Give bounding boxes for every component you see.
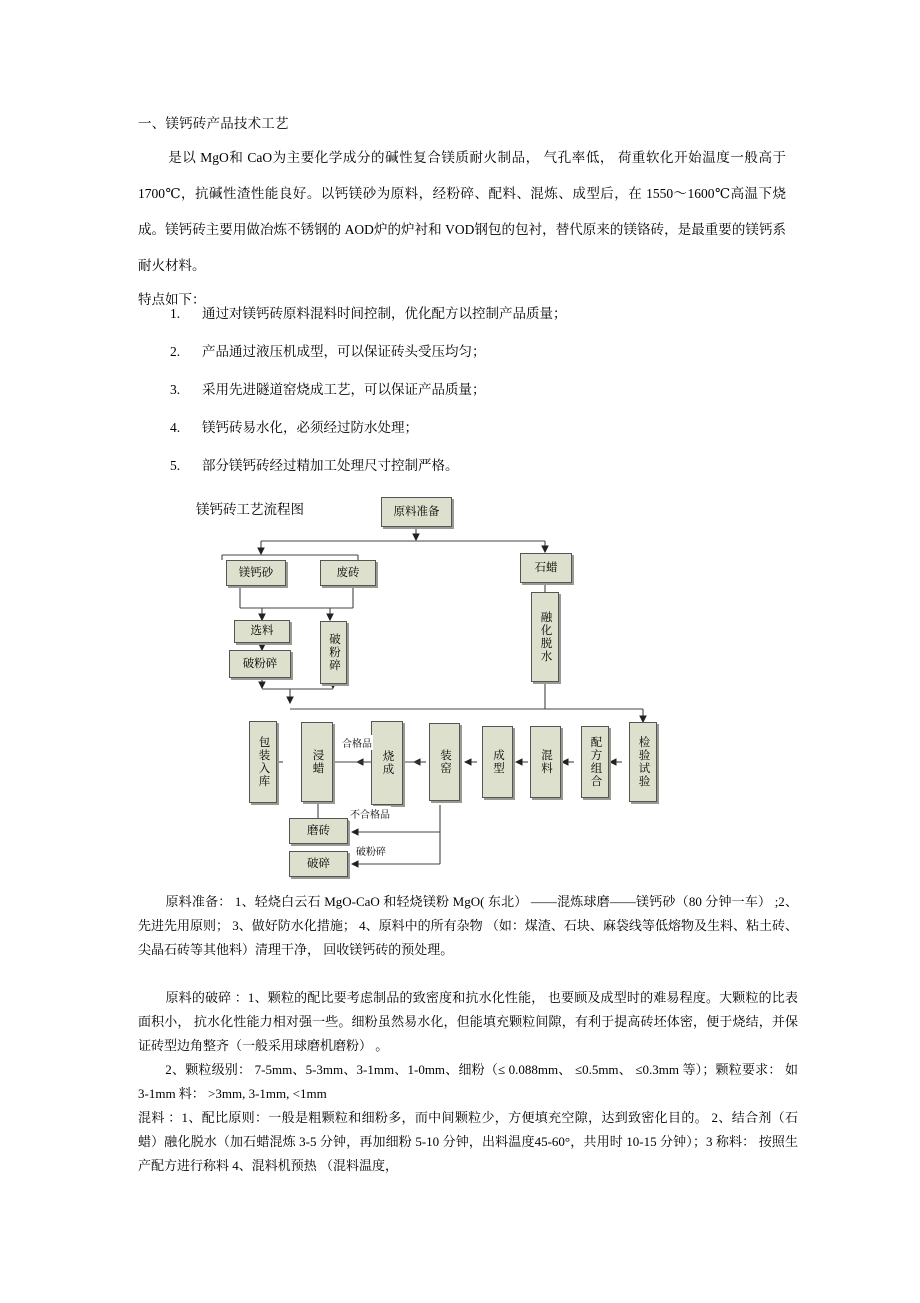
flow-node-label: 包装入库: [257, 736, 270, 788]
flow-node-label: 浸蜡: [311, 749, 324, 775]
flow-node-label: 融化脱水: [539, 611, 552, 663]
flow-node-raw-prep: [381, 497, 452, 527]
paragraph-text: 混料 ：1、配比原则：一般是粗颗粒和细粉多，而中间颗粒少，方便填充空隙，达到致密化目的。 2、结合剂（石蜡）融化脱水（加石蜡混炼 3-5 分钟，再加细粉 5-10 分钟，出料温度45-60°，共用时 10-15 分钟）；3 称料： 按照生产配方进行称料 4、混料机预热 （混料温度，: [138, 1110, 798, 1173]
flow-node-wax-dip: [301, 722, 333, 802]
list-item-text: 镁钙砖易水化，必须经过防水处理；: [202, 420, 418, 435]
intro-paragraph: [138, 140, 786, 284]
flow-node-crush-grind-left: [229, 650, 291, 678]
page-heading: 一、镁钙砖产品技术工艺: [138, 116, 289, 131]
flow-node-label: 烧成: [381, 750, 394, 776]
flowchart-title: 镁钙砖工艺流程图: [196, 502, 304, 517]
flow-node-mix: [530, 726, 561, 798]
list-item-number: 5.: [170, 458, 181, 473]
list-item: [138, 344, 798, 382]
flow-node-formula-combo: [581, 726, 609, 798]
flow-node-melt-dewater: [531, 592, 559, 682]
flow-node-label: 废砖: [336, 566, 360, 579]
flow-node-label: 破碎: [307, 857, 330, 870]
flow-node-crush: [289, 851, 348, 877]
paragraph-text: 原料的破碎 ：1、颗粒的配比要考虑制品的致密度和抗水化性能， 也要顾及成型时的难易程度。大颗粒的比表面积小， 抗水化性能力相对强一些。细粉虽然易水化，但能填充颗粒间隙，有利于提高砖坯体密，便于烧结，并保证砖型边角整齐（一般采用球磨机磨粉） 。: [138, 990, 798, 1053]
list-item: [138, 306, 798, 344]
list-item: [138, 382, 798, 420]
list-item-text: 部分镁钙砖经过精加工处理尺寸控制严格。: [202, 458, 459, 473]
flow-node-label: 镁钙砂: [238, 566, 274, 579]
flow-node-paraffin: [520, 553, 572, 583]
list-item: [138, 420, 798, 458]
intro-paragraph-text: 是以 MgO和 CaO为主要化学成分的碱性复合镁质耐火制品， 气孔率低， 荷重软化开始温度一般高于 1700℃，抗碱性渣性能良好。以钙镁砂为原料，经粉碎、配料、混炼、成型后，在 1550～1600℃高温下烧成。镁钙砖主要用做冶炼不锈钢的 AOD炉的炉衬和 VOD钢包的包衬，替代原来的镁铬砖，是最重要的镁钙系耐火材料。: [138, 150, 786, 273]
list-item-text: 产品通过液压机成型，可以保证砖头受压均匀；: [202, 344, 486, 359]
paragraph-mixing: [138, 1106, 798, 1178]
list-item-number: 1.: [170, 306, 181, 321]
list-item-text: 通过对镁钙砖原料混料时间控制，优化配方以控制产品质量；: [202, 306, 567, 321]
edge-label-pass: 合格品: [341, 735, 373, 750]
flow-node-label: 装窑: [439, 749, 451, 775]
list-item-number: 4.: [170, 420, 181, 435]
flow-node-label: 成型: [492, 749, 504, 775]
flow-node-firing: [371, 721, 403, 805]
flow-node-inspect-test: [629, 722, 657, 802]
edge-label-fail: 不合格品: [349, 806, 391, 821]
list-item: [138, 458, 798, 496]
flow-node-label: 破粉碎: [242, 657, 278, 670]
paragraph-raw-material-prep: [138, 890, 798, 962]
paragraph-text: 2、颗粒级别： 7-5mm、5-3mm、3-1mm、1-0mm、细粉（≤ 0.088mm、 ≤0.5mm、 ≤0.3mm 等）；颗粒要求： 如 3-1mm 料： >3mm, 3-1mm, <1mm: [138, 1062, 798, 1101]
flow-node-label: 选料: [250, 625, 274, 637]
list-item-number: 3.: [170, 382, 181, 397]
list-item-number: 2.: [170, 344, 181, 359]
list-item-text: 采用先进隧道窑烧成工艺，可以保证产品质量；: [202, 382, 486, 397]
flow-node-mgca-sand: [226, 560, 286, 586]
flow-node-select: [234, 620, 290, 643]
flow-node-waste-brick: [320, 560, 376, 586]
edge-label-recrush: 破粉碎: [355, 843, 387, 858]
flow-node-load-kiln: [429, 723, 460, 801]
flow-node-crush-grind-right: [320, 621, 347, 684]
flow-node-label: 磨砖: [307, 824, 330, 837]
features-list: [138, 306, 798, 496]
paragraph-crushing-part2: [138, 1058, 798, 1106]
flow-node-label: 检验试验: [637, 736, 650, 788]
flow-node-label: 配方组合: [589, 736, 602, 788]
flow-node-label: 破粉碎: [328, 633, 340, 672]
flow-node-label: 原料准备: [393, 505, 440, 518]
features-label: 特点如下：: [138, 292, 206, 307]
flow-node-pack-store: [249, 721, 277, 803]
paragraph-crushing-part1: [138, 986, 798, 1058]
flow-node-grind-brick: [289, 818, 348, 844]
paragraph-text: 原料准备： 1、轻烧白云石 MgO-CaO 和轻烧镁粉 MgO( 东北） ——混炼球磨——镁钙砂（80 分钟一车） ;2、先进先用原则； 3、做好防水化措施； 4、原料中的所有杂物 （如：煤渣、石块、麻袋线等低熔物及生料、粘土砖、尖晶石砖等其他料）清理干净， 回收镁钙砖的预处理。: [138, 894, 798, 957]
flow-node-label: 石蜡: [534, 561, 558, 574]
flow-node-label: 混料: [540, 749, 552, 775]
flow-node-forming: [482, 726, 513, 798]
